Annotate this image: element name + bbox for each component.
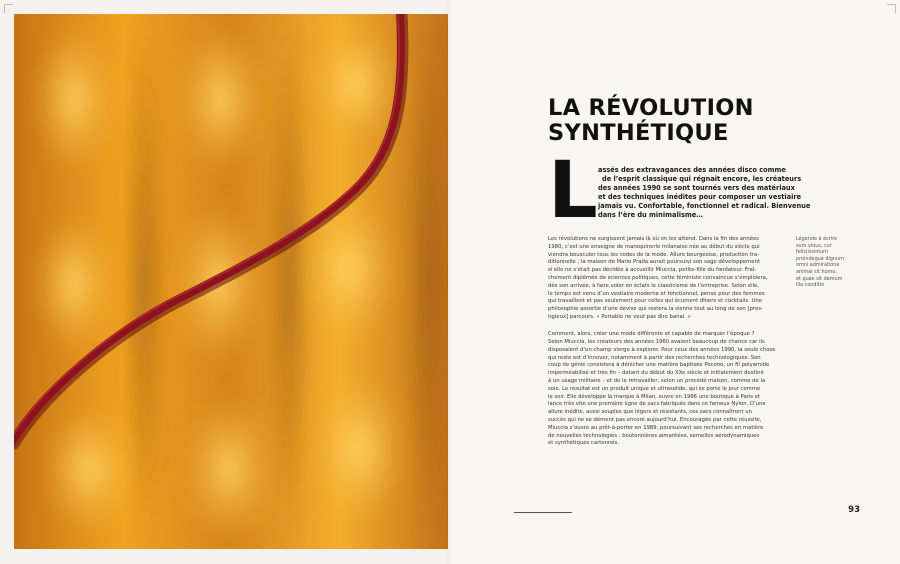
drop-cap: L	[548, 146, 598, 236]
lead-line: et des techniques inédites pour composer un vestiaire	[598, 193, 802, 201]
body-line: le soir. Elle développe la marque à Milan, ouvre en 1986 une boutique à Paris et	[548, 393, 761, 400]
body-line: chement diplômée de sciences politiques, cette féministe convaincue s’emploiera,	[548, 274, 768, 281]
caption-line: animal sit homo,	[796, 268, 837, 275]
article-body	[548, 236, 790, 448]
footer-rule	[514, 512, 572, 513]
body-line: Les révolutions ne surgissent jamais là où on les attend. Dans la fin des années	[548, 236, 760, 242]
body-line: philosophie assortie d’une devise qui restera la sienne tout au long de son [pres-	[548, 306, 763, 313]
body-line: soie. Le résultat est un produit unique et ultrasolide, qui se porte le jour comme	[548, 385, 761, 392]
body-line: viendra bousculer tous les codes de la mode. Allure bourgeoise, production tra-	[548, 251, 760, 258]
body-line: qui travaillent et pas seulement pour celles qui écument dîners et cocktails. Une	[548, 298, 762, 305]
body-line: imperméabilisé et très fin – datant du début du XXe siècle et initialement destiné	[548, 370, 764, 377]
body-line: si elle ne s’était pas décidée à accueillir Miuccia, petite-fille du fondateur. Fraî-	[548, 267, 757, 274]
caption-line: sum vious, cur	[796, 242, 832, 249]
crop-mark-icon	[887, 4, 896, 13]
body-line: ditionnelle ; la maison de Mario Prada aurait poursuivi son sage développement	[548, 259, 760, 266]
lead-line: de l’esprit classique qui régnait encore, les créateurs	[602, 175, 802, 183]
article-title	[548, 96, 848, 146]
lead-line: jamais vu. Confortable, fonctionnel et radical. Bienvenue	[598, 202, 811, 210]
photo-artwork	[14, 14, 448, 549]
abstract-photo	[14, 14, 448, 549]
body-line: Miuccia s’ouvre au prêt-à-porter en 1989, poursuivant ses recherches en matière	[548, 424, 764, 431]
caption-line: Légende à écrire	[796, 236, 838, 242]
photo-bokeh	[34, 14, 448, 549]
page-number: 93	[848, 505, 860, 515]
body-line: à un usage militaire – et de le retravailler, selon un procédé maison, comme de la	[548, 378, 766, 385]
body-line: succès qui ne se dément pas encore aujourd’hui. Encouragée par cette réussite,	[548, 417, 762, 424]
body-line: disposaient d’un champ vierge à explorer. Pour ceux des années 1990, la seule chose	[548, 346, 776, 353]
lead-line: assés des extravagances des années disco comme	[598, 166, 786, 174]
body-line: allure inédite, aussi souples que légers et résistants, ces sacs connaîtront un	[548, 409, 752, 416]
caption-line: proindequé dignum	[796, 255, 844, 262]
crop-mark-icon	[4, 4, 13, 13]
body-line: le temps est venu d’un vestiaire moderne et fonctionnel, pensé pour des femmes	[548, 290, 765, 297]
body-line: lance très vite une première ligne de sacs fabriqués dans ce fameux Nylon. D’une	[548, 401, 766, 408]
paragraph-gap	[548, 322, 790, 332]
caption-line: et quae sit demum	[796, 275, 843, 282]
lead-paragraph	[598, 166, 811, 220]
body-line: de nouvelles technologies : boutonnières aimantées, semelles aérodynamiques	[548, 432, 760, 439]
lead-line: dans l’ère du minimalisme…	[598, 211, 703, 219]
caption-line: illa conditio	[796, 282, 825, 289]
body-line: Comment, alors, créer une mode différente et capable de marquer l’époque ?	[548, 331, 755, 338]
body-line: qui reste est d’innover, notamment à partir des recherches technologiques. Son	[548, 354, 761, 361]
title-line-2: SYNTHÉTIQUE	[548, 120, 729, 146]
body-line: et synthétiques cartonnés.	[548, 440, 620, 447]
body-line: 1980, c’est une enseigne de maroquinerie milanaise née au début du siècle qui	[548, 243, 760, 250]
title-line-1: LA RÉVOLUTION	[548, 95, 754, 121]
caption-line: feliciissimum	[796, 249, 828, 256]
side-caption	[796, 236, 856, 289]
body-line: tigieux] parcours. « Portable ne veut pas dire banal. »	[548, 313, 691, 320]
body-line: coup de génie consistera à dénicher une matière baptisée Pocono, un fil polyamide	[548, 362, 770, 369]
caption-line: omni admiratione	[796, 262, 840, 269]
body-line: dès son arrivée, à faire voler en éclats le classicisme de l’entreprise. Selon elle,	[548, 282, 759, 289]
body-line: Selon Miuccia, les créateurs des années 1960 avaient beaucoup de chance car ils	[548, 339, 765, 346]
lead-line: des années 1990 se sont tournés vers des matériaux	[598, 184, 795, 192]
